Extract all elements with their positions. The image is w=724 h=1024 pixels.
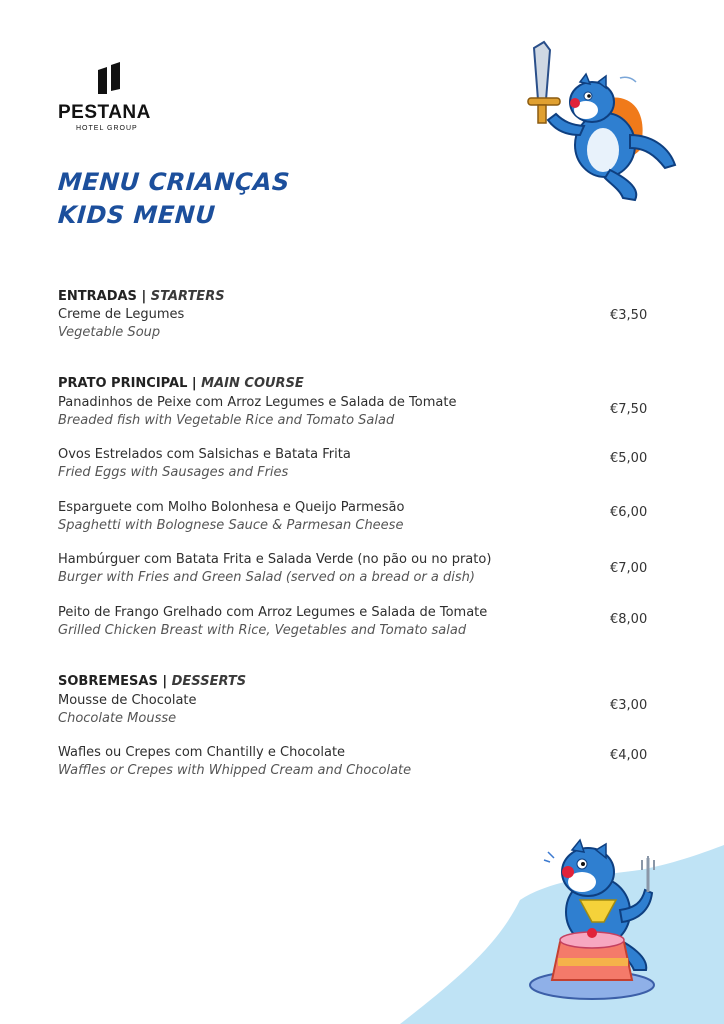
- item-name-pt: Hambúrguer com Batata Frita e Salada Verde (no pão ou no prato): [58, 552, 492, 567]
- menu-item: [58, 499, 578, 535]
- menu-item: [58, 306, 578, 342]
- item-name-pt: Peito de Frango Grelhado com Arroz Legumes e Salada de Tomate: [58, 605, 488, 620]
- item-name-en: Fried Eggs with Sausages and Fries: [58, 465, 289, 480]
- item-price: €3,00: [610, 698, 648, 713]
- item-name-en: Chocolate Mousse: [58, 711, 177, 726]
- brand-subtitle: HOTEL GROUP: [76, 125, 138, 132]
- item-name-pt: Panadinhos de Peixe com Arroz Legumes e Salada de Tomate: [58, 395, 457, 410]
- menu-item: [58, 604, 578, 640]
- menu-title-en: KIDS MENU: [57, 201, 217, 229]
- item-name-pt: Esparguete com Molho Bolonhesa e Queijo Parmesão: [58, 500, 405, 515]
- pestana-logo-icon: [98, 62, 122, 94]
- tiger-sword-mascot-icon: [520, 40, 685, 210]
- item-name-en: Breaded fish with Vegetable Rice and Tomato Salad: [58, 413, 395, 428]
- item-price: €8,00: [610, 612, 648, 627]
- menu-item: [58, 551, 578, 587]
- item-name-en: Spaghetti with Bolognese Sauce & Parmesan Cheese: [58, 518, 404, 533]
- menu-title-pt: MENU CRIANÇAS: [57, 168, 291, 196]
- item-name-pt: Creme de Legumes: [58, 307, 185, 322]
- item-name-pt: Ovos Estrelados com Salsichas e Batata Frita: [58, 447, 351, 462]
- item-name-pt: Wafles ou Crepes com Chantilly e Chocolate: [58, 745, 346, 760]
- item-price: €4,00: [610, 748, 648, 763]
- item-price: €3,50: [610, 308, 648, 323]
- item-name-en: Grilled Chicken Breast with Rice, Vegetables and Tomato salad: [58, 623, 467, 638]
- menu-item: [58, 394, 578, 430]
- section-main-course-heading: PRATO PRINCIPAL | MAIN COURSE: [58, 376, 304, 391]
- item-name-en: Burger with Fries and Green Salad (served on a bread or a dish): [58, 570, 475, 585]
- item-name-en: Vegetable Soup: [58, 325, 161, 340]
- section-desserts-heading: SOBREMESAS | DESSERTS: [58, 674, 247, 689]
- menu-item: [58, 744, 578, 780]
- item-name-en: Waffles or Crepes with Whipped Cream and Chocolate: [58, 763, 412, 778]
- item-price: €5,00: [610, 451, 648, 466]
- section-starters-heading: ENTRADAS | STARTERS: [58, 289, 225, 304]
- item-price: €7,50: [610, 402, 648, 417]
- item-price: €6,00: [610, 505, 648, 520]
- item-name-pt: Mousse de Chocolate: [58, 693, 197, 708]
- menu-item: [58, 446, 578, 482]
- menu-item: [58, 692, 578, 728]
- tiger-dessert-mascot-icon: [520, 830, 680, 1015]
- brand-name: PESTANA: [58, 102, 151, 123]
- item-price: €7,00: [610, 561, 648, 576]
